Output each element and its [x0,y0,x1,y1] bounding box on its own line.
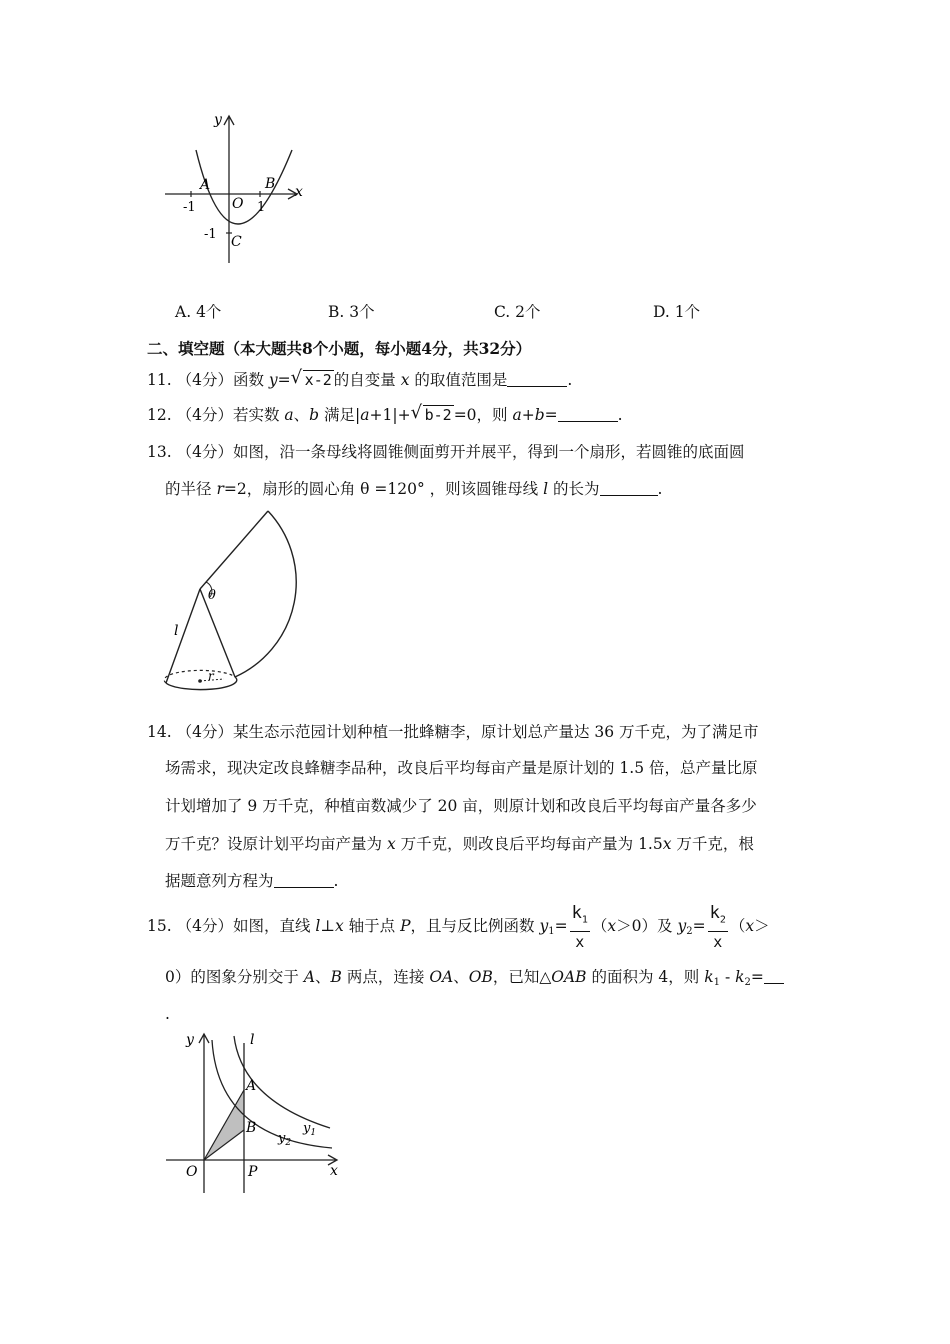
parabola-figure [160,108,310,268]
fig1-point-b: B [265,176,276,192]
fraction-k1-over-x: $\frac{k_1}{x}$ [571,902,588,952]
fig15-a-label: A [246,1078,257,1094]
fig1-point-c: C [231,234,242,250]
option-d: D. 1个 [653,303,701,321]
answer-blank [274,873,334,888]
answer-blank [507,372,567,387]
fig1-y-label: y [214,112,222,128]
question-14-line1: 14. （4分）某生态示范园计划种植一批蜂糖李，原计划总产量达 36 万千克，为了满足市 [147,723,759,741]
fig-theta: θ [208,588,216,603]
cone-sector-figure [160,505,320,695]
fraction-k2-over-x: $\frac{k_2}{x}$ [709,902,726,952]
fig15-y1-label: $y_1$ [303,1121,317,1138]
answer-blank [764,969,784,984]
question-14-line3: 计划增加了 9 万千克，种植亩数减少了 20 亩，则原计划和改良后平均每亩产量各多少 [165,797,757,815]
fig15-y2-label: $y_2$ [278,1131,292,1148]
fig-l: l [174,623,179,639]
question-14-line4: 万千克？设原计划平均亩产量为 x 万千克，则改良后平均每亩产量为 1.5x 万千克，根 [165,835,754,853]
question-15-line1: 15. （4分）如图，直线 l⊥x 轴于点 P，且与反比例函数 $y_1=$ $\frac{k_1}{x}$ （x＞0）及 $y_2=$ $\frac{k_2}{x}$ （x＞ [147,902,770,952]
fig1-tick-neg1-x: -1 [183,200,196,215]
fig1-x-label: x [295,184,303,200]
fig1-origin: O [232,196,244,212]
question-14-line5: 据题意列方程为 . [165,872,339,890]
fig1-tick-neg1-y: -1 [204,227,217,242]
fig15-p-label: P [248,1164,258,1180]
fig15-x-label: x [330,1163,338,1179]
fig1-tick-1-x: 1 [257,200,266,215]
question-14-line2: 场需求，现决定改良蜂糖李品种，改良后平均每亩产量是原计划的 1.5 倍，总产量比原 [165,759,758,777]
section-title: 二、填空题（本大题共8个小题，每小题4分，共32分） [147,339,532,358]
answer-blank [600,481,658,496]
question-15-line2: 0）的图象分别交于 A、B 两点，连接 OA、OB，已知△OAB 的面积为 4，则 $k_1 - k_2=$ [165,966,784,994]
fig-r: r [208,669,214,683]
fig15-o-label: O [186,1164,198,1180]
sqrt-expression: √ x-2 [290,367,332,389]
fig1-point-a: A [200,177,211,193]
question-12: 12. （4分）若实数 a、b 满足|a+1|+ √ b-2 =0，则 a+b= . [147,402,623,424]
question-13-line1: 13. （4分）如图，沿一条母线将圆锥侧面剪开并展平，得到一个扇形，若圆锥的底面圆 [147,443,745,461]
answer-blank [558,407,618,422]
question-11: 11. （4分）函数 y= √ x-2 的自变量 x 的取值范围是 . [147,367,573,389]
option-a: A. 4个 [175,303,222,321]
option-b: B. 3个 [328,303,375,321]
fig15-b-label: B [246,1120,257,1136]
question-13-line2: 的半径 r=2，扇形的圆心角 θ =120° ，则该圆锥母线 l 的长为 . [165,480,663,498]
reciprocal-functions-figure [160,1028,350,1198]
option-c: C. 2个 [494,303,541,321]
fig15-y-label: y [186,1032,194,1048]
sqrt-expression: √ b-2 [410,402,452,424]
fig15-l-label: l [250,1032,255,1048]
question-15-line3: . [165,1005,170,1023]
